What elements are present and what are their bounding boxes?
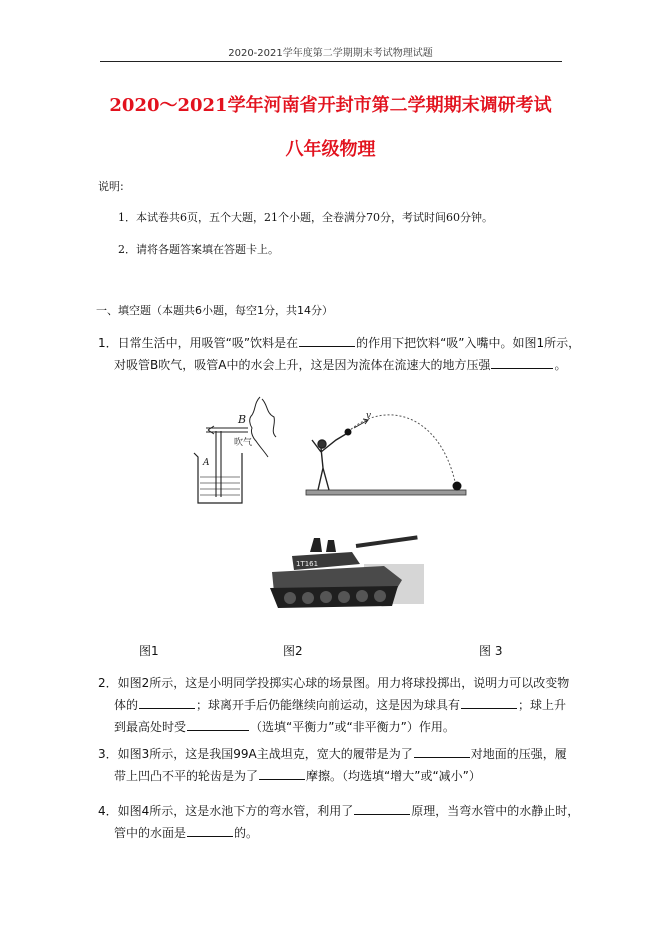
question-line — [98, 800, 580, 822]
question-text: 1．日常生活中，用吸管“吸”饮料是在 — [98, 336, 299, 350]
ground — [306, 490, 466, 495]
question-text: 管中的水面是 — [114, 826, 187, 840]
label-blow: 吹气 — [234, 438, 253, 448]
question-text: 的作用下把饮料“吸”入嘴中。如图1所示， — [356, 336, 581, 350]
question-text: 2．如图2所示，这是小明同学投掷实心球的场景图。用力将球投掷出，说明力可以改变物 — [98, 676, 570, 690]
question-4 — [98, 800, 580, 844]
water-lines — [200, 477, 240, 495]
question-text: ；球上升 — [518, 698, 567, 712]
question-line — [98, 354, 568, 376]
question-text: 4．如图4所示，这是水池下方的弯水管，利用了 — [98, 804, 354, 818]
header-rule — [100, 61, 562, 62]
answer-blank[interactable] — [187, 825, 233, 837]
note-item: 1．本试卷共6页，五个大题，21个小题，全卷满分70分，考试时间60分钟。 — [118, 211, 493, 224]
question-line — [98, 716, 568, 738]
ball-landing — [453, 482, 462, 491]
notes-label: 说明: — [98, 180, 124, 193]
question-text: 对地面的压强，履 — [470, 747, 567, 761]
answer-blank[interactable] — [187, 719, 249, 731]
note-item: 2．请将各题答案填在答题卡上。 — [118, 243, 279, 256]
question-2 — [98, 672, 568, 738]
answer-blank[interactable] — [491, 357, 553, 369]
question-text: 对吸管B吹气，吸管A中的水会上升，这是因为流体在流速大的地方压强 — [114, 358, 491, 372]
figure-2-ball-throw — [302, 410, 472, 500]
answer-blank[interactable] — [139, 697, 195, 709]
question-text: 摩擦。（均选填“增大”或“减小”） — [306, 769, 481, 783]
turret-number: 1T161 — [296, 560, 319, 568]
section-heading: 一、填空题（本题共6小题，每空1分，共14分） — [96, 304, 333, 317]
question-text: 。 — [554, 358, 567, 372]
figure-3-tank — [264, 526, 424, 621]
running-header: 2020-2021学年度第二学期期末考试物理试题 — [228, 48, 433, 59]
question-line — [98, 672, 568, 694]
question-text: ；球离开手后仍能继续向前运动，这是因为球具有 — [196, 698, 461, 712]
question-line — [98, 822, 568, 844]
question-text: 到最高处时受 — [114, 720, 187, 734]
answer-blank[interactable] — [354, 803, 410, 815]
question-line — [98, 694, 568, 716]
straw-a — [216, 431, 221, 497]
label-v: v — [366, 411, 372, 421]
figure-1-straw-beaker — [190, 395, 280, 505]
beaker-outline — [194, 453, 242, 503]
question-line — [98, 743, 568, 765]
label-b: B — [238, 413, 247, 426]
caption-figure-1: 图1 — [139, 644, 159, 658]
label-a: A — [203, 458, 210, 468]
trajectory-curve — [348, 415, 456, 486]
question-1 — [98, 332, 581, 376]
question-line — [98, 765, 568, 787]
thrower-figure — [312, 434, 346, 490]
answer-blank[interactable] — [461, 697, 517, 709]
exam-subtitle: 八年级物理 — [285, 139, 376, 160]
answer-blank[interactable] — [414, 746, 470, 758]
question-text: （选填“平衡力”或“非平衡力”）作用。 — [250, 720, 455, 734]
answer-blank[interactable] — [259, 768, 305, 780]
caption-figure-2: 图2 — [283, 644, 303, 658]
question-3 — [98, 743, 568, 787]
question-text: 体的 — [114, 698, 139, 712]
question-text: 3．如图3所示，这是我国99A主战坦克，宽大的履带是为了 — [98, 747, 413, 761]
straw-b — [206, 428, 248, 432]
question-text: 带上凹凸不平的轮齿是为了 — [114, 769, 259, 783]
answer-blank[interactable] — [299, 335, 355, 347]
face-profile — [250, 397, 276, 457]
exam-title: 2020～2021学年河南省开封市第二学期期末调研考试 — [109, 95, 552, 116]
caption-figure-3: 图 3 — [479, 644, 503, 658]
arrow-left-icon — [208, 426, 214, 434]
question-text: 原理，当弯水管中的水静止时， — [411, 804, 580, 818]
question-text: 的。 — [234, 826, 259, 840]
question-line — [98, 332, 581, 354]
